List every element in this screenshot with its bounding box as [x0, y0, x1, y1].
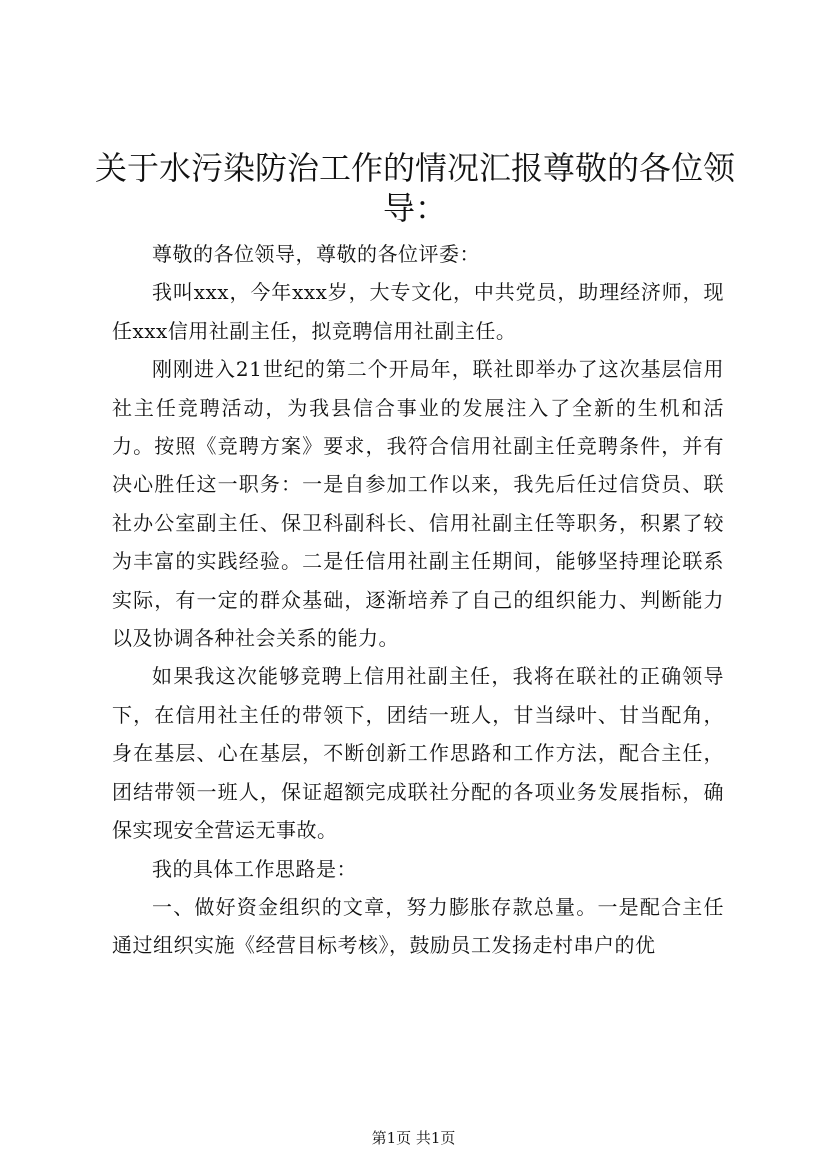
paragraph-work-plan-item-1: 一、做好资金组织的文章，努力膨胀存款总量。一是配合主任通过组织实施《经营目标考核》，鼓励员工发扬走村串户的优	[112, 894, 724, 958]
paragraph-qualifications: 刚刚进入21世纪的第二个开局年，联社即举办了这次基层信用社主任竞聘活动，为我县信合事业的发展注入了全新的生机和活力。按照《竞聘方案》要求，我符合信用社副主任竞聘条件，并有决心胜任这一职务：一是自参加工作以来，我先后任过信贷员、联社办公室副主任、保卫科副科长、信用社副主任等职务，积累了较为丰富的实践经验。二是任信用社副主任期间，能够坚持理论联系实际，有一定的群众基础，逐渐培养了自己的组织能力、判断能力以及协调各种社会关系的能力。	[112, 357, 724, 651]
paragraph-introduction: 我叫xxx，今年xxx岁，大专文化，中共党员，助理经济师，现任xxx信用社副主任，拟竞聘信用社副主任。	[112, 280, 724, 343]
paragraph-commitment: 如果我这次能够竞聘上信用社副主任，我将在联社的正确领导下，在信用社主任的带领下，团结一班人，甘当绿叶、甘当配角，身在基层、心在基层，不断创新工作思路和工作方法，配合主任，团结带领一班人，保证超额完成联社分配的各项业务发展指标，确保实现安全营运无事故。	[112, 664, 724, 843]
document-body	[112, 235, 724, 965]
document-title: 关于水污染防治工作的情况汇报尊敬的各位领导：	[95, 149, 736, 227]
paragraph-work-plan-heading: 我的具体工作思路是：	[152, 856, 357, 881]
paragraph-salutation: 尊敬的各位领导，尊敬的各位评委：	[152, 242, 480, 266]
page-number-footer: 第1页 共1页	[371, 1129, 456, 1147]
